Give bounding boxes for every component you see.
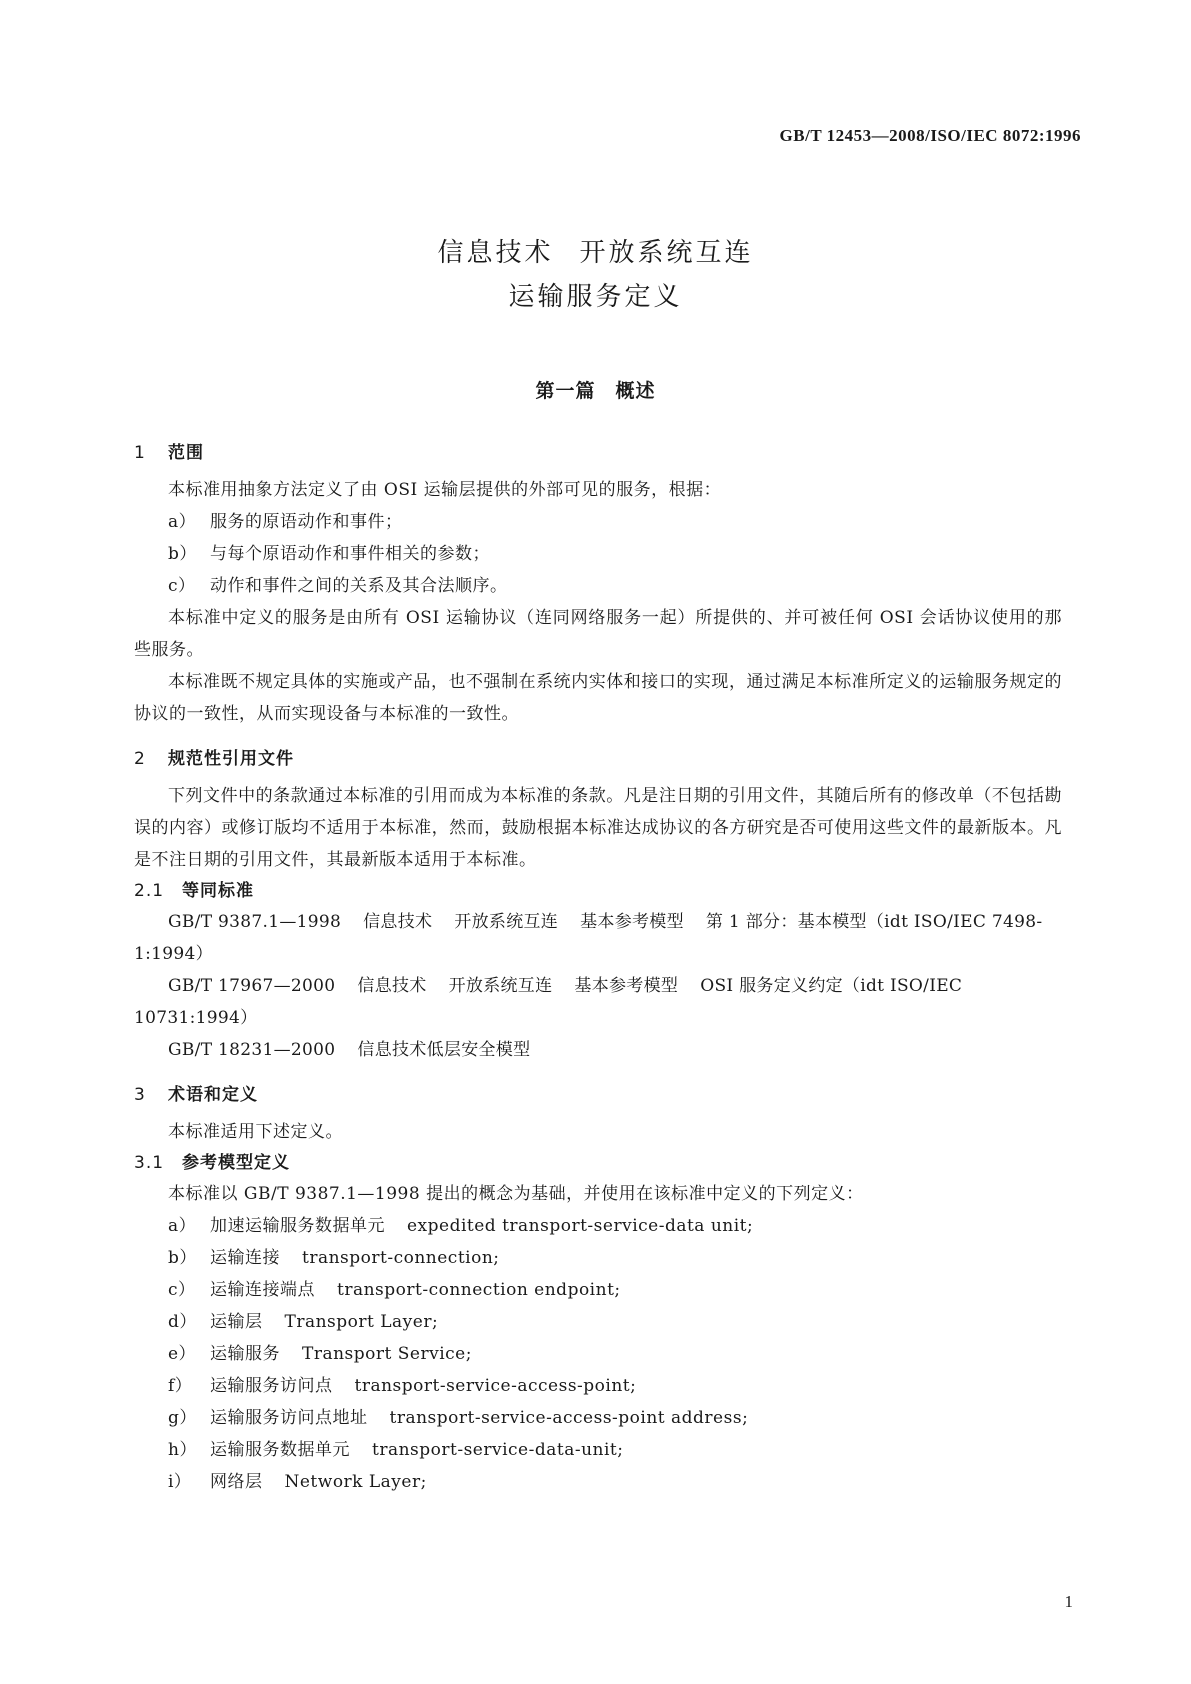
term-en: Transport Service; (302, 1344, 472, 1364)
subsection-title: 参考模型定义 (182, 1153, 290, 1173)
list-item (134, 1370, 1062, 1402)
list-marker: d） (168, 1312, 197, 1332)
reference-title: 信息技术 (357, 976, 427, 996)
section-title: 规范性引用文件 (168, 749, 294, 769)
subsection-title: 等同标准 (182, 881, 254, 901)
scope-intro: 本标准用抽象方法定义了由 OSI 运输层提供的外部可见的服务，根据： (168, 480, 722, 500)
reference-title: 基本参考模型 (580, 912, 684, 932)
reference-title: OSI 服务定义约定（idt ISO/IEC 10731:1994） (134, 976, 963, 1028)
reference-code: GB/T 17967—2000 (168, 976, 336, 996)
list-marker: c） (168, 576, 196, 596)
list-marker: i） (168, 1472, 192, 1492)
reference-entry (134, 1034, 1062, 1066)
term-en: transport-service-data-unit; (372, 1440, 624, 1460)
reference-entry (134, 906, 1062, 970)
term-en: transport-service-access-point; (354, 1376, 637, 1396)
reference-title: 信息技术低层安全模型 (357, 1040, 531, 1060)
scope-paragraph-3: 本标准既不规定具体的实施或产品，也不强制在系统内实体和接口的实现，通过满足本标准所定义的运输服务规定的协议的一致性，从而实现设备与本标准的一致性。 (134, 672, 1062, 724)
definitions-intro: 本标准以 GB/T 9387.1—1998 提出的概念为基础，并使用在该标准中定义的下列定义： (168, 1184, 864, 1204)
section-heading-scope (134, 440, 1062, 466)
reference-title: 开放系统互连 (454, 912, 559, 932)
term-zh: 运输连接 (210, 1248, 280, 1268)
list-item (134, 538, 1062, 570)
list-marker: a） (168, 1216, 197, 1236)
subsection-number: 2.1 (134, 881, 165, 901)
term-zh: 加速运输服务数据单元 (210, 1216, 385, 1236)
term-en: transport-service-access-point address; (389, 1408, 749, 1428)
list-marker: h） (168, 1440, 197, 1460)
section-heading-normative-references (134, 746, 1062, 772)
section-title: 术语和定义 (168, 1085, 258, 1105)
reference-title: 开放系统互连 (448, 976, 553, 996)
term-zh: 运输服务访问点地址 (210, 1408, 368, 1428)
term-zh: 运输服务数据单元 (210, 1440, 350, 1460)
reference-entry (134, 970, 1062, 1034)
list-item (134, 1210, 1062, 1242)
list-marker: e） (168, 1344, 197, 1364)
part-heading (0, 376, 1191, 403)
list-item (134, 1242, 1062, 1274)
term-en: expedited transport-service-data unit; (407, 1216, 754, 1236)
list-item (134, 1306, 1062, 1338)
list-marker: g） (168, 1408, 197, 1428)
list-item (134, 1466, 1062, 1498)
list-item (134, 1434, 1062, 1466)
list-marker: f） (168, 1376, 193, 1396)
term-en: Transport Layer; (284, 1312, 439, 1332)
list-text: 服务的原语动作和事件； (210, 512, 403, 532)
reference-title: 第 1 部分：基本模型（idt ISO/IEC 7498-1:1994） (134, 912, 1043, 964)
section-number: 1 (134, 443, 146, 463)
list-item (134, 1338, 1062, 1370)
term-en: transport-connection endpoint; (337, 1280, 621, 1300)
normative-references-paragraph: 下列文件中的条款通过本标准的引用而成为本标准的条款。凡是注日期的引用文件，其随后所有的修改单（不包括勘误的内容）或修订版均不适用于本标准，然而，鼓励根据本标准达成协议的各方研究是否可使用这些文件的最新版本。凡是不注日期的引用文件，其最新版本适用于本标准。 (134, 786, 1062, 870)
terms-paragraph: 本标准适用下述定义。 (168, 1122, 343, 1142)
term-zh: 运输服务 (210, 1344, 280, 1364)
section-number: 3 (134, 1085, 146, 1105)
reference-code: GB/T 18231—2000 (168, 1040, 336, 1060)
list-item (134, 1274, 1062, 1306)
part-name: 概述 (615, 380, 656, 402)
list-marker: a） (168, 512, 197, 532)
section-number: 2 (134, 749, 146, 769)
term-zh: 运输服务访问点 (210, 1376, 333, 1396)
subsection-number: 3.1 (134, 1153, 165, 1173)
document-title-line2: 运输服务定义 (508, 282, 683, 312)
document-body (134, 440, 1062, 1498)
section-title: 范围 (168, 443, 204, 463)
title-part-b: 开放系统互连 (579, 238, 754, 268)
term-en: transport-connection; (302, 1248, 500, 1268)
reference-code: GB/T 9387.1—1998 (168, 912, 342, 932)
term-zh: 运输层 (210, 1312, 263, 1332)
list-item (134, 1402, 1062, 1434)
list-marker: c） (168, 1280, 196, 1300)
term-zh: 运输连接端点 (210, 1280, 315, 1300)
list-item (134, 506, 1062, 538)
document-title-line1 (0, 232, 1191, 269)
list-item (134, 570, 1062, 602)
list-marker: b） (168, 544, 197, 564)
term-en: Network Layer; (284, 1472, 427, 1492)
reference-title: 基本参考模型 (574, 976, 679, 996)
term-zh: 网络层 (210, 1472, 263, 1492)
list-marker: b） (168, 1248, 197, 1268)
reference-title: 信息技术 (363, 912, 433, 932)
page-number: 1 (1064, 1592, 1073, 1611)
standard-number: GB/T 12453—2008/ISO/IEC 8072:1996 (779, 126, 1081, 145)
part-number: 第一篇 (535, 380, 596, 402)
list-text: 动作和事件之间的关系及其合法顺序。 (210, 576, 508, 596)
title-part-a: 信息技术 (437, 238, 554, 268)
scope-paragraph-2: 本标准中定义的服务是由所有 OSI 运输协议（连同网络服务一起）所提供的、并可被任何 OSI 会话协议使用的那些服务。 (134, 608, 1062, 660)
list-text: 与每个原语动作和事件相关的参数； (210, 544, 490, 564)
subsection-heading-identical-standards (134, 876, 1062, 906)
subsection-heading-reference-model-definitions (134, 1148, 1062, 1178)
section-heading-terms-definitions (134, 1082, 1062, 1108)
